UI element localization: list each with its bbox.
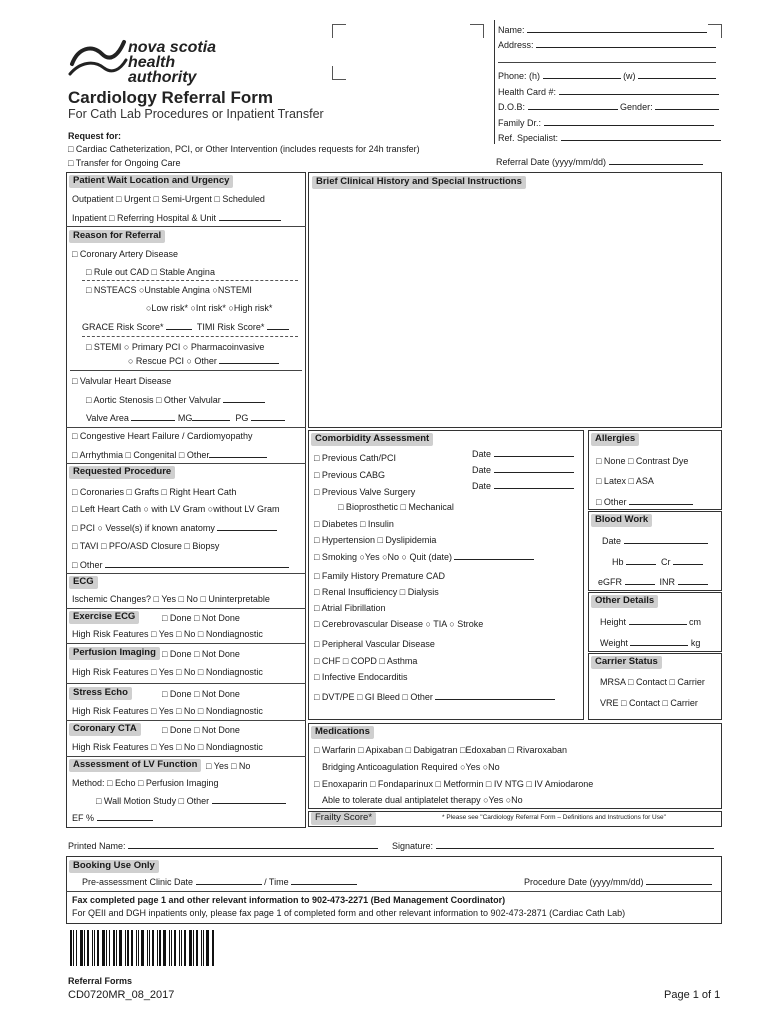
divider — [66, 463, 306, 464]
barcode-bar — [127, 930, 129, 966]
medications-row-1[interactable]: □ Warfarin □ Apixaban □ Dabigatran □Edoxaban □ Rivaroxaban — [314, 745, 567, 755]
barcode-bar — [147, 930, 148, 966]
barcode-bar — [141, 930, 144, 966]
arrhythmia-other-field[interactable] — [209, 449, 267, 458]
inr-field[interactable] — [678, 576, 708, 585]
referral-forms-label: Referral Forms — [68, 976, 133, 986]
address-line-2[interactable] — [498, 62, 716, 63]
barcode-bar — [87, 930, 89, 966]
egfr-field[interactable] — [625, 576, 655, 585]
cad-sub-options[interactable]: □ Rule out CAD □ Stable Angina — [86, 267, 215, 277]
barcode-bar — [169, 930, 170, 966]
frailty-header[interactable]: Frailty Score* — [311, 812, 376, 825]
referral-date-label: Referral Date (yyyy/mm/dd) — [496, 157, 607, 167]
prev-valve-option[interactable]: □ Previous Valve Surgery — [314, 487, 416, 497]
mrsa-options[interactable]: MRSA □ Contact □ Carrier — [600, 677, 705, 687]
barcode-bar — [80, 930, 83, 966]
barcode-bar — [138, 930, 139, 966]
divider — [66, 683, 306, 684]
time-label: / Time — [264, 877, 289, 887]
lv-other-field[interactable] — [212, 795, 286, 804]
hb-field[interactable] — [626, 556, 656, 565]
ref-specialist-field[interactable] — [561, 132, 721, 141]
dashed-divider — [82, 280, 298, 281]
referral-date-field[interactable] — [609, 156, 703, 165]
barcode-bar — [149, 930, 150, 966]
bracket-tr — [470, 24, 484, 38]
perfusion-risk-options[interactable]: High Risk Features □ Yes □ No □ Nondiagnostic — [72, 667, 263, 677]
height-field[interactable] — [629, 616, 687, 625]
medications-row-2[interactable]: □ Enoxaparin □ Fondaparinux □ Metformin □ IV NTG □ IV Amiodarone — [314, 779, 594, 789]
logo — [68, 34, 238, 86]
ecg-header: ECG — [69, 576, 98, 589]
divider — [70, 370, 302, 371]
exercise-done-options[interactable]: □ Done □ Not Done — [162, 613, 240, 623]
inpatient-option[interactable]: Inpatient □ Referring Hospital & Unit — [72, 213, 217, 223]
procedure-date-field[interactable] — [646, 876, 712, 885]
stemi-option[interactable]: □ STEMI ○ Primary PCI ○ Pharmacoinvasive — [86, 342, 265, 352]
frailty-note: * Please see "Cardiology Referral Form – Definitions and Instructions for Use" — [442, 814, 666, 821]
cta-done-options[interactable]: □ Done □ Not Done — [162, 725, 240, 735]
height-unit: cm — [689, 617, 702, 627]
weight-unit: kg — [690, 638, 701, 648]
date-label: Date — [472, 449, 492, 459]
address-field[interactable] — [536, 39, 716, 48]
prev-cath-date-field[interactable] — [494, 448, 574, 457]
valvular-other-field[interactable] — [223, 394, 265, 403]
barcode-bar — [181, 930, 182, 966]
chf-option[interactable]: □ Congestive Heart Failure / Cardiomyopathy — [72, 431, 253, 441]
barcode-bar — [131, 930, 133, 966]
allergies-header: Allergies — [591, 433, 639, 446]
quit-date-field[interactable] — [454, 551, 534, 560]
barcode-bar — [73, 930, 74, 966]
phone-w-field[interactable] — [638, 70, 716, 79]
procedure-row-3[interactable]: □ PCI ○ Vessel(s) if known anatomy — [72, 523, 215, 533]
chf-copd-option[interactable]: □ CHF □ COPD □ Asthma — [314, 656, 418, 666]
procedure-row-4[interactable]: □ TAVI □ PFO/ASD Closure □ Biopsy — [72, 541, 220, 551]
perfusion-header: Perfusion Imaging — [69, 647, 160, 660]
barcode-bar — [76, 930, 77, 966]
rescue-option[interactable]: ○ Rescue PCI ○ Other — [128, 356, 217, 366]
procedure-row-2[interactable]: □ Left Heart Cath ○ with LV Gram ○without LV Gram — [72, 504, 280, 514]
carrier-header: Carrier Status — [591, 656, 662, 669]
inr-label: INR — [659, 577, 676, 587]
page-number: Page 1 of 1 — [664, 989, 721, 1001]
wait-urgency-options[interactable]: Outpatient □ Urgent □ Semi-Urgent □ Scheduled — [72, 194, 265, 204]
health-card-field[interactable] — [559, 86, 719, 95]
divider — [66, 427, 306, 428]
valve-area-field[interactable] — [131, 412, 175, 421]
preassessment-date-field[interactable] — [196, 876, 262, 885]
stress-risk-options[interactable]: High Risk Features □ Yes □ No □ Nondiagnostic — [72, 706, 263, 716]
cr-label: Cr — [661, 557, 671, 567]
lv-function-header: Assessment of LV Function — [69, 759, 201, 772]
mg-label: MG — [177, 413, 193, 423]
barcode-bar — [206, 930, 209, 966]
exercise-risk-options[interactable]: High Risk Features □ Yes □ No □ Nondiagnostic — [72, 629, 263, 639]
barcode-bar — [125, 930, 126, 966]
family-dr-label: Family Dr.: — [498, 118, 542, 128]
barcode-bar — [116, 930, 117, 966]
barcode-bar — [159, 930, 161, 966]
comorbidity-header: Comorbidity Assessment — [311, 433, 433, 446]
family-dr-field[interactable] — [544, 117, 714, 126]
lv-method-options[interactable]: Method: □ Echo □ Perfusion Imaging — [72, 778, 219, 788]
vessels-field[interactable] — [217, 522, 277, 531]
blood-date-field[interactable] — [624, 535, 708, 544]
cta-risk-options[interactable]: High Risk Features □ Yes □ No □ Nondiagnostic — [72, 742, 263, 752]
wall-motion-option[interactable]: □ Wall Motion Study □ Other — [96, 796, 210, 806]
family-history-option[interactable]: □ Family History Premature CAD — [314, 571, 445, 581]
preassessment-label: Pre-assessment Clinic Date — [82, 877, 194, 887]
renal-option[interactable]: □ Renal Insufficiency □ Dialysis — [314, 587, 439, 597]
risk-options[interactable]: ○Low risk* ○Int risk* ○High risk* — [146, 303, 273, 313]
name-label: Name: — [498, 25, 525, 35]
phone-w-label: (w) — [623, 71, 636, 81]
bracket-tl — [332, 24, 346, 38]
barcode-bar — [201, 930, 202, 966]
ecg-options[interactable]: Ischemic Changes? □ Yes □ No □ Uninterpretable — [72, 594, 270, 604]
perfusion-done-options[interactable]: □ Done □ Not Done — [162, 649, 240, 659]
barcode-bar — [97, 930, 99, 966]
phone-h-label: Phone: (h) — [498, 71, 541, 81]
divider — [66, 608, 306, 609]
barcode-bar — [109, 930, 110, 966]
barcode-bar — [212, 930, 214, 966]
stemi-other-field[interactable] — [219, 355, 279, 364]
fax-instructions-inpatient: For QEII and DGH inpatients only, please fax page 1 of completed form and other relevant information to 902-473-2871 (Cardiac Cath Lab) — [72, 908, 626, 918]
weight-field[interactable] — [630, 637, 688, 646]
barcode-bar — [189, 930, 192, 966]
smoking-option[interactable]: □ Smoking ○Yes ○No ○ Quit (date) — [314, 552, 452, 562]
allergy-other-option[interactable]: □ Other — [596, 497, 627, 507]
barcode-bar — [193, 930, 194, 966]
pvd-option[interactable]: □ Peripheral Vascular Disease — [314, 639, 435, 649]
height-label: Height — [600, 617, 627, 627]
cad-option[interactable]: □ Coronary Artery Disease — [72, 249, 178, 259]
reason-header: Reason for Referral — [69, 230, 165, 243]
booking-header: Booking Use Only — [69, 860, 159, 873]
phone-h-field[interactable] — [543, 70, 621, 79]
prev-valve-date-field[interactable] — [494, 480, 574, 489]
bloodwork-header: Blood Work — [591, 514, 652, 527]
procedure-header: Requested Procedure — [69, 466, 175, 479]
barcode-bar — [174, 930, 176, 966]
afib-option[interactable]: □ Atrial Fibrillation — [314, 603, 386, 613]
nsha-logo-icon — [68, 34, 128, 78]
medications-header: Medications — [311, 726, 374, 739]
prev-cabg-date-field[interactable] — [494, 464, 574, 473]
divider — [66, 720, 306, 721]
diabetes-option[interactable]: □ Diabetes □ Insulin — [314, 519, 394, 529]
timi-label: TIMI Risk Score* — [196, 322, 265, 332]
lv-yes-no[interactable]: □ Yes □ No — [206, 761, 251, 771]
divider — [66, 573, 306, 574]
fax-instructions-main: Fax completed page 1 and other relevant information to 902-473-2271 (Bed Management Coordinator) — [72, 895, 506, 905]
hospital-unit-field[interactable] — [219, 212, 281, 221]
barcode-bar — [179, 930, 180, 966]
form-code: CD0720MR_08_2017 — [68, 989, 175, 1001]
egfr-label: eGFR — [598, 577, 623, 587]
ef-field[interactable] — [97, 812, 153, 821]
procedure-other-option[interactable]: □ Other — [72, 560, 103, 570]
logo-line2: health authority — [128, 54, 197, 86]
cerebro-option[interactable]: □ Cerebrovascular Disease ○ TIA ○ Stroke — [314, 619, 484, 629]
barcode-bar — [203, 930, 204, 966]
barcode-bar — [113, 930, 115, 966]
dvt-option[interactable]: □ DVT/PE □ GI Bleed □ Other — [314, 692, 433, 702]
cta-header: Coronary CTA — [69, 723, 141, 736]
logo-line1: nova scotia — [128, 39, 217, 56]
gender-field[interactable] — [655, 101, 719, 110]
barcode-bar — [163, 930, 166, 966]
barcode-bar — [119, 930, 122, 966]
blood-date-label: Date — [602, 536, 622, 546]
date-label: Date — [472, 465, 492, 475]
allergy-row-1[interactable]: □ None □ Contrast Dye — [596, 456, 689, 466]
cr-field[interactable] — [673, 556, 703, 565]
request-option-cath[interactable]: □ Cardiac Catheterization, PCI, or Other Intervention (includes requests for 24h transfer) — [68, 144, 420, 154]
barcode — [70, 930, 215, 966]
address-label: Address: — [498, 40, 534, 50]
bracket-bl — [332, 66, 346, 80]
arrhythmia-option[interactable]: □ Arrhythmia □ Congenital □ Other — [72, 450, 210, 460]
printed-name-label: Printed Name: — [68, 841, 126, 851]
barcode-bar — [171, 930, 172, 966]
stress-echo-header: Stress Echo — [69, 687, 132, 700]
weight-label: Weight — [600, 638, 628, 648]
ref-specialist-label: Ref. Specialist: — [498, 133, 559, 143]
barcode-bar — [157, 930, 158, 966]
barcode-bar — [136, 930, 137, 966]
procedure-date-label: Procedure Date (yyyy/mm/dd) — [524, 877, 644, 887]
signature-field[interactable] — [436, 840, 714, 849]
grace-label: GRACE Risk Score* — [82, 322, 164, 332]
antiplatelet-option[interactable]: Able to tolerate dual antiplatelet therapy ○Yes ○No — [322, 795, 523, 805]
health-card-label: Health Card #: — [498, 87, 557, 97]
timi-field[interactable] — [267, 321, 289, 330]
vre-options[interactable]: VRE □ Contact □ Carrier — [600, 698, 698, 708]
aortic-option[interactable]: □ Aortic Stenosis □ Other Valvular — [86, 395, 221, 405]
request-option-transfer[interactable]: □ Transfer for Ongoing Care — [68, 158, 181, 168]
printed-name-field[interactable] — [128, 840, 378, 849]
barcode-bar — [102, 930, 105, 966]
form-subtitle: For Cath Lab Procedures or Inpatient Transfer — [68, 107, 324, 121]
patient-info — [494, 20, 720, 144]
barcode-bar — [94, 930, 95, 966]
valve-area-label: Valve Area — [86, 413, 129, 423]
allergy-row-2[interactable]: □ Latex □ ASA — [596, 476, 654, 486]
wait-header: Patient Wait Location and Urgency — [69, 175, 233, 188]
grace-field[interactable] — [166, 321, 192, 330]
valvular-option[interactable]: □ Valvular Heart Disease — [72, 376, 172, 386]
pg-label: PG — [235, 413, 249, 423]
form-title: Cardiology Referral Form — [68, 88, 273, 107]
divider — [66, 891, 722, 892]
dob-field[interactable] — [528, 101, 618, 110]
time-field[interactable] — [291, 876, 357, 885]
divider — [66, 226, 306, 227]
exercise-ecg-header: Exercise ECG — [69, 611, 139, 624]
nsteacs-option[interactable]: □ NSTEACS ○Unstable Angina ○NSTEMI — [86, 285, 252, 295]
barcode-bar — [70, 930, 72, 966]
endocarditis-option[interactable]: □ Infective Endocarditis — [314, 672, 408, 682]
ef-label: EF % — [72, 813, 95, 823]
stress-done-options[interactable]: □ Done □ Not Done — [162, 689, 240, 699]
barcode-bar — [84, 930, 85, 966]
barcode-bar — [184, 930, 186, 966]
barcode-bar — [106, 930, 107, 966]
hb-label: Hb — [612, 557, 624, 567]
prev-cath-option[interactable]: □ Previous Cath/PCI — [314, 453, 396, 463]
mg-field[interactable] — [192, 412, 230, 421]
request-for-label: Request for: — [68, 131, 122, 141]
prev-cabg-option[interactable]: □ Previous CABG — [314, 470, 385, 480]
comorb-other-field[interactable] — [435, 691, 555, 700]
hypertension-option[interactable]: □ Hypertension □ Dyslipidemia — [314, 535, 437, 545]
date-label: Date — [472, 481, 492, 491]
history-box — [308, 172, 722, 428]
barcode-bar — [196, 930, 198, 966]
gender-label: Gender: — [620, 102, 653, 112]
other-details-header: Other Details — [591, 595, 658, 608]
dashed-divider — [82, 336, 298, 337]
pg-field[interactable] — [251, 412, 285, 421]
history-header: Brief Clinical History and Special Instructions — [312, 176, 526, 189]
divider — [66, 643, 306, 644]
divider — [66, 756, 306, 757]
bridging-option[interactable]: Bridging Anticoagulation Required ○Yes ○No — [322, 762, 500, 772]
allergy-other-field[interactable] — [629, 496, 693, 505]
procedure-other-field[interactable] — [105, 559, 289, 568]
barcode-bar — [152, 930, 154, 966]
name-field[interactable] — [527, 24, 707, 33]
dob-label: D.O.B: — [498, 102, 526, 112]
barcode-bar — [92, 930, 93, 966]
valve-type-options[interactable]: □ Bioprosthetic □ Mechanical — [338, 502, 454, 512]
signature-label: Signature: — [392, 841, 434, 851]
procedure-row-1[interactable]: □ Coronaries □ Grafts □ Right Heart Cath — [72, 487, 237, 497]
